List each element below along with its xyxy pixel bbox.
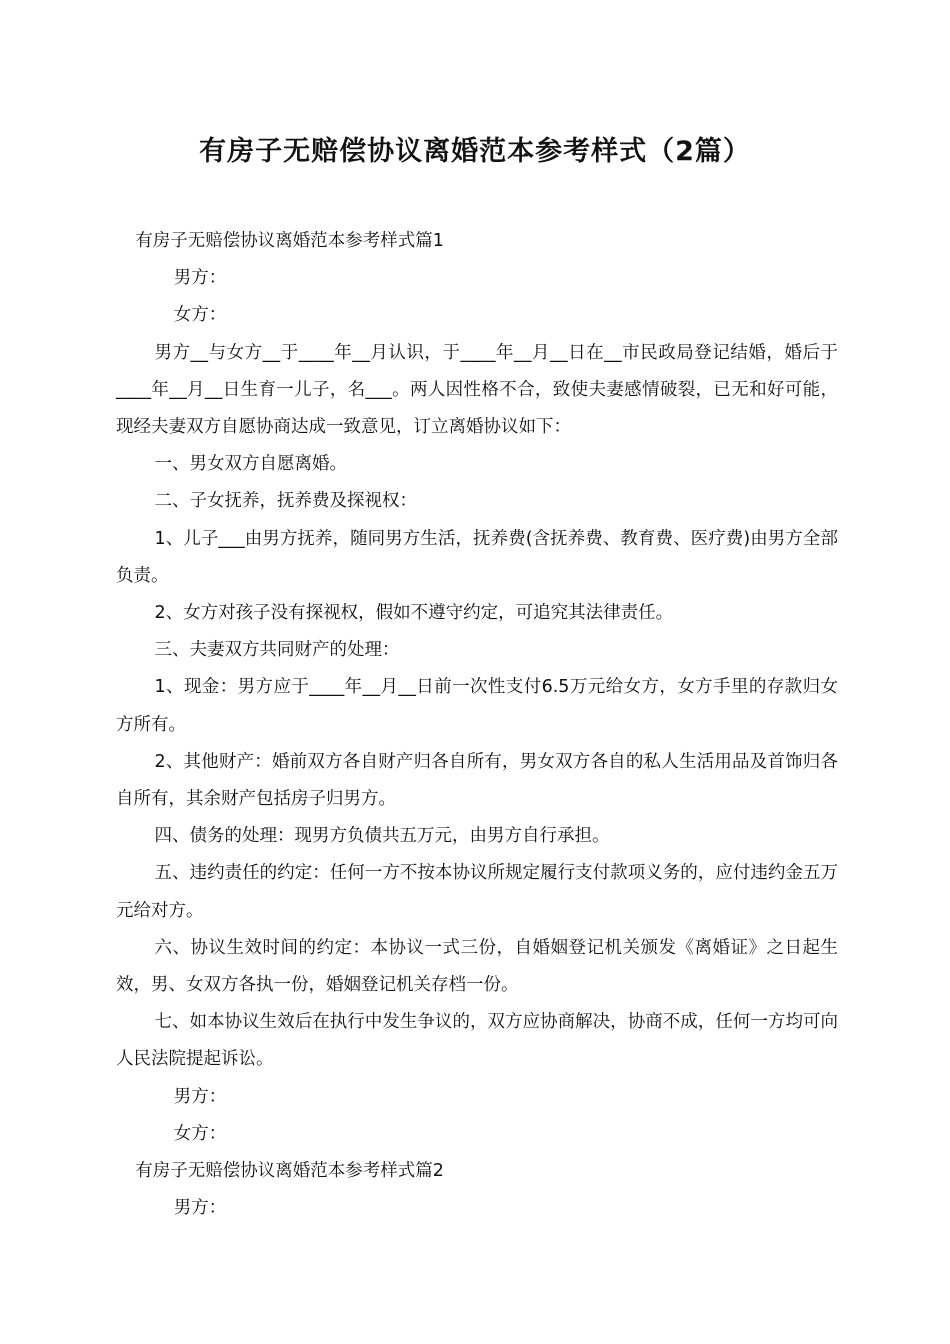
party-line-male: 男方： (173, 1198, 227, 1219)
clause-paragraph: 2、女方对孩子没有探视权，假如不遵守约定，可追究其法律责任。 (154, 603, 674, 624)
clause-paragraph: 1、现金：男方应于____年__月__日前一次性支付6.5万元给女方，女方手里的存款归女方所有。 (116, 677, 838, 735)
signature-line-male: 男方： (173, 1086, 227, 1107)
section-heading: 有房子无赔偿协议离婚范本参考样式篇2 (135, 1161, 444, 1182)
document-body (116, 223, 838, 1227)
party-line-female: 女方： (173, 305, 227, 326)
clause-paragraph: 二、子女抚养，抚养费及探视权： (154, 491, 417, 512)
clause-paragraph: 七、如本协议生效后在执行中发生争议的，双方应协商解决，协商不成，任何一方均可向人民法院提起诉讼。 (116, 1012, 838, 1070)
clause-paragraph: 六、协议生效时间的约定：本协议一式三份，自婚姻登记机关颁发《离婚证》之日起生效，男、女双方各执一份，婚姻登记机关存档一份。 (116, 937, 838, 996)
clause-paragraph: 一、男女双方自愿离婚。 (154, 454, 347, 475)
intro-paragraph: 男方__与女方__于____年__月认识，于____年__月__日在__市民政局登记结婚，婚后于____年__月__日生育一儿子，名___。两人因性格不合，致使夫妻感情破裂，已无和好可能，现经夫妻双方自愿协商达成一致意见，订立离婚协议如下： (116, 342, 838, 438)
signature-line-female: 女方： (173, 1123, 227, 1144)
clause-paragraph: 1、儿子___由男方抚养，随同男方生活，抚养费(含抚养费、教育费、医疗费)由男方全部负责。 (116, 528, 838, 586)
clause-paragraph: 五、违约责任的约定：任何一方不按本协议所规定履行支付款项义务的，应付违约金五万元给对方。 (116, 863, 838, 921)
clause-paragraph: 三、夫妻双方共同财产的处理： (154, 640, 400, 661)
clause-paragraph: 四、债务的处理：现男方负债共五万元，由男方自行承担。 (154, 826, 610, 847)
document-title: 有房子无赔偿协议离婚范本参考样式（2篇） (199, 136, 751, 167)
clause-paragraph: 2、其他财产：婚前双方各自财产归各自所有，男女双方各自的私人生活用品及首饰归各自所有，其余财产包括房子归男方。 (116, 751, 838, 810)
section-heading: 有房子无赔偿协议离婚范本参考样式篇1 (135, 231, 444, 251)
party-line-male: 男方： (173, 268, 227, 289)
